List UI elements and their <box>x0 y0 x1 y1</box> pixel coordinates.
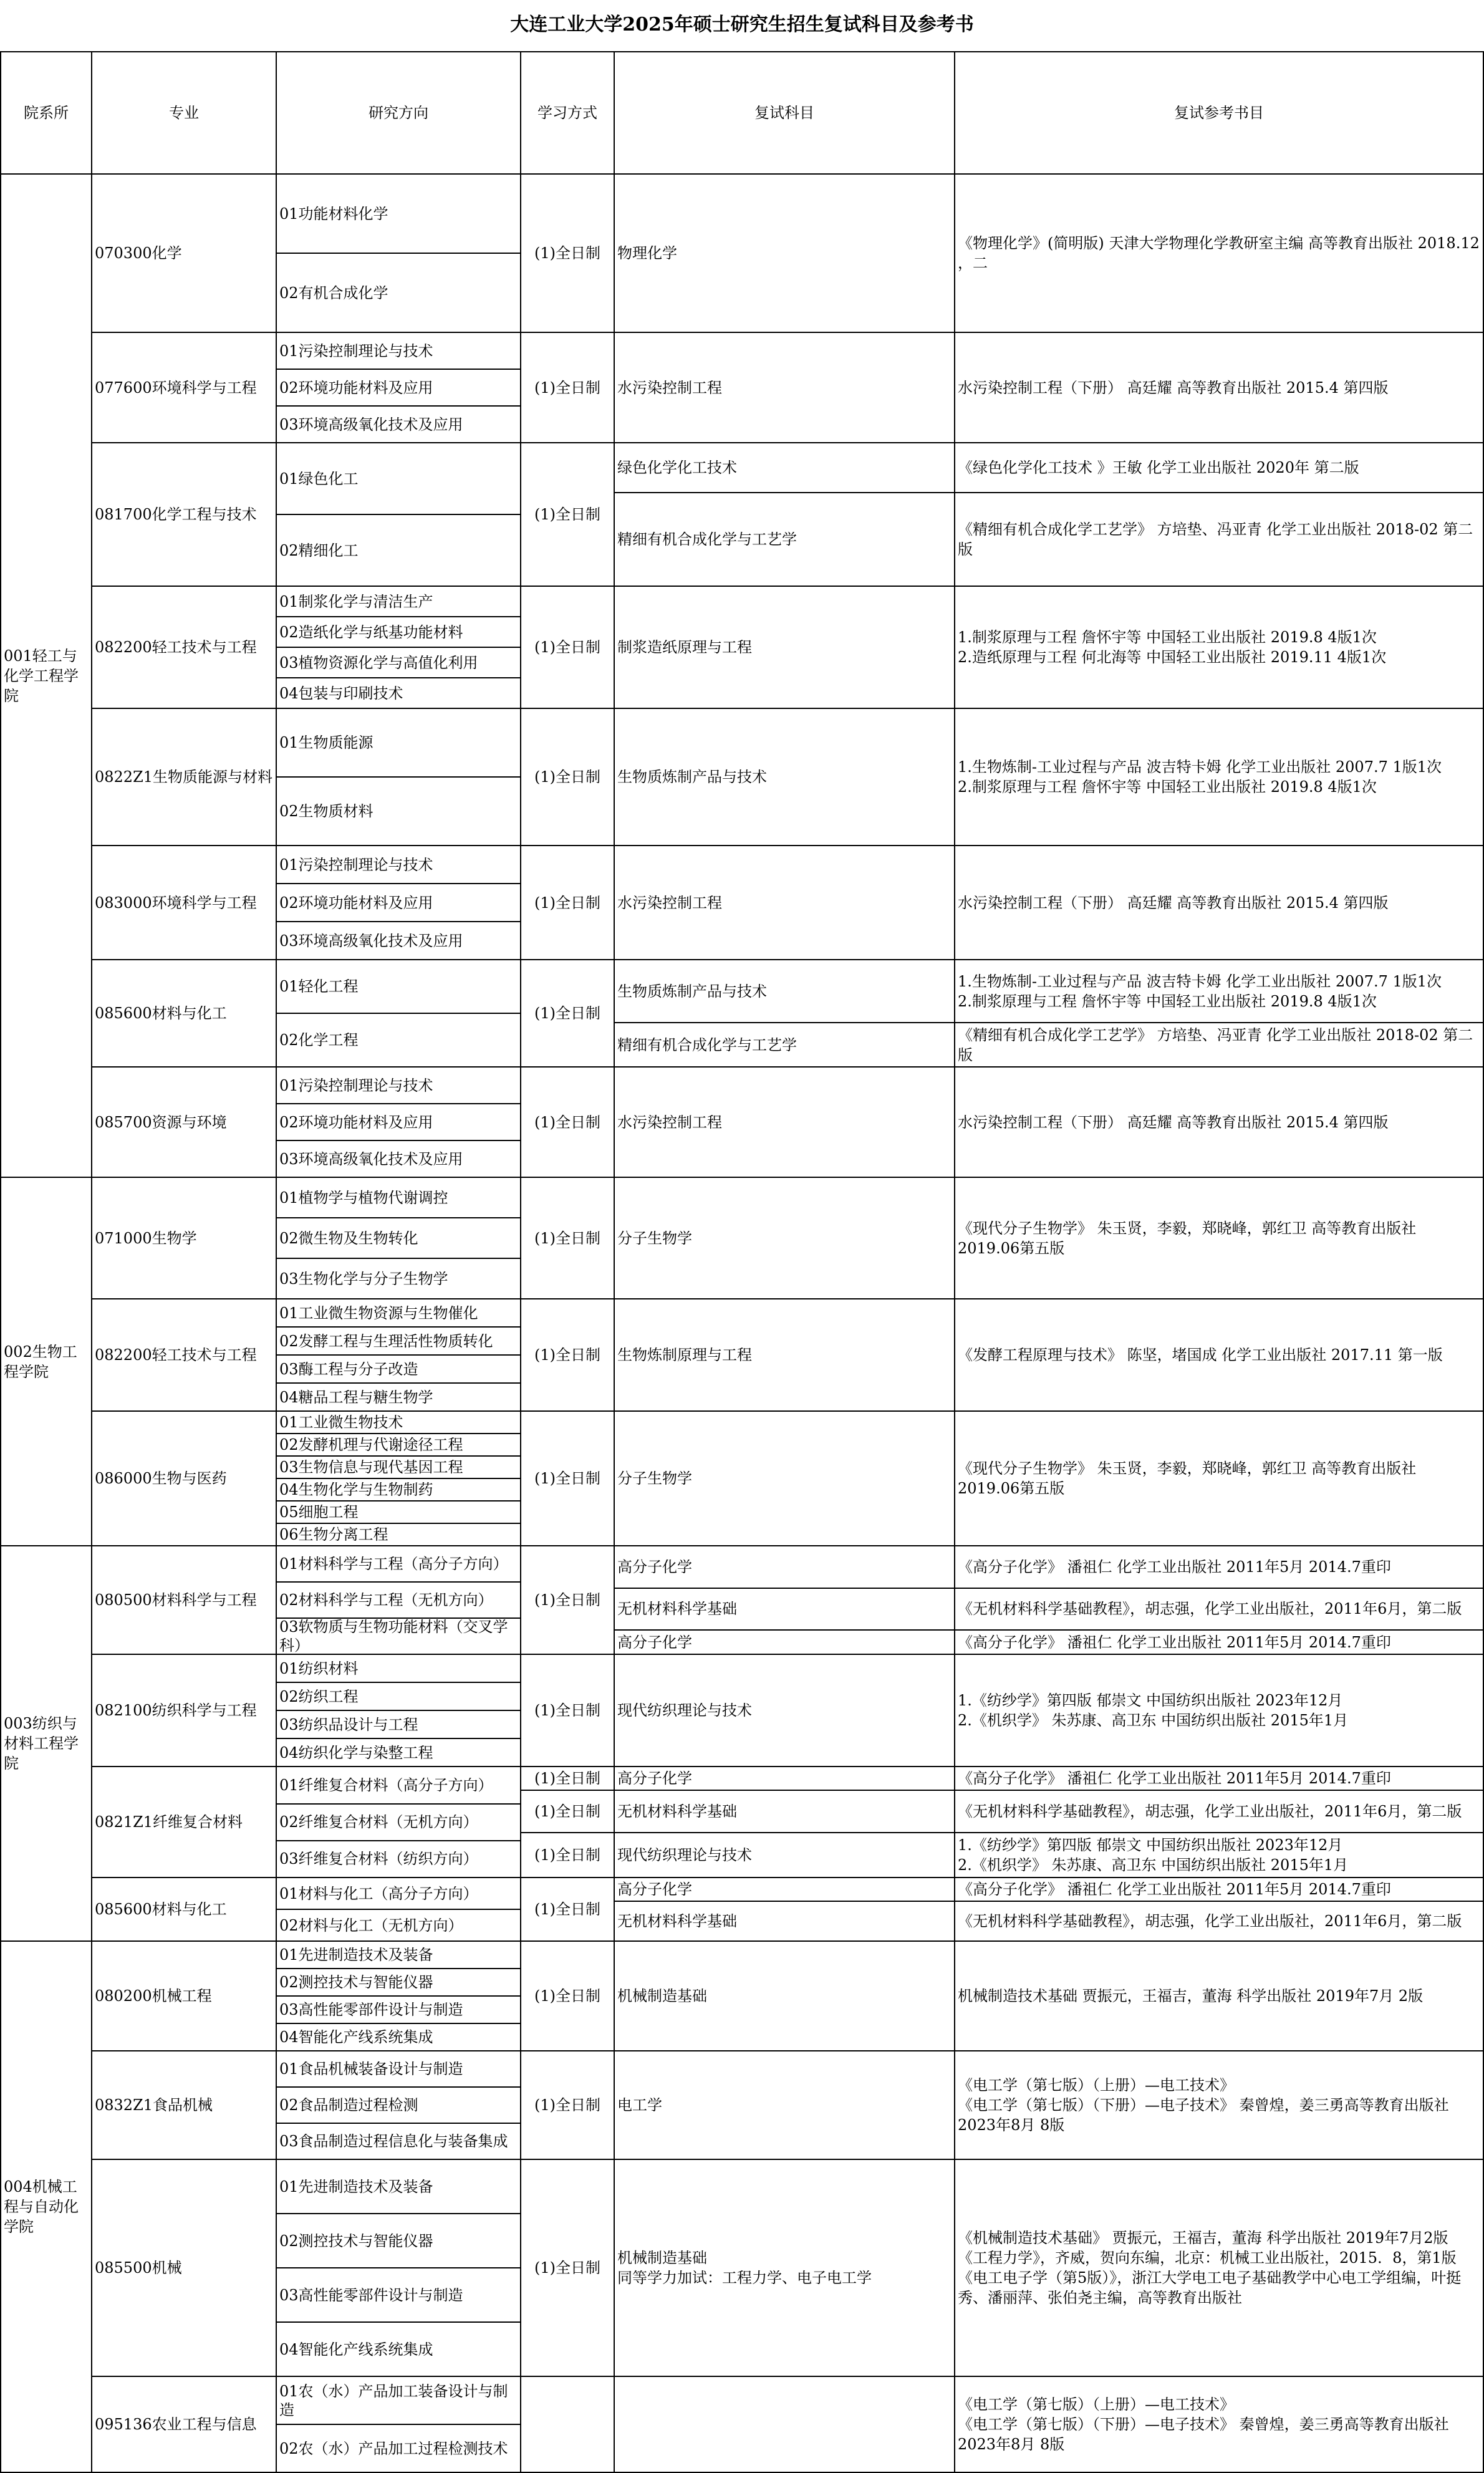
books-cell <box>955 1630 1483 1654</box>
header-subject: 复试科目 <box>614 52 955 174</box>
book-line: 2.制浆原理与工程 詹怀宇等 中国轻工业出版社 2019.8 4版1次 <box>958 778 1377 796</box>
direction-cell <box>276 708 521 846</box>
subject-cell: 水污染控制工程 <box>614 1067 955 1177</box>
major-cell: 077600环境科学与工程 <box>92 332 276 443</box>
mode-cell: (1)全日制 <box>521 1833 614 1878</box>
book-line: 1.《纺纱学》第四版 郁崇文 中国纺织出版社 2023年12月 <box>958 1836 1343 1854</box>
direction-list <box>277 443 520 586</box>
book-line: 1.生物炼制-工业过程与产品 波吉特卡姆 化学工业出版社 2007.7 1版1次 <box>958 758 1442 776</box>
direction-item: 01纤维复合材料（高分子方向） <box>277 1768 520 1805</box>
table-row <box>1 1177 1483 1299</box>
book-line: 《高分子化学》 潘祖仁 化学工业出版社 2011年5月 2014.7重印 <box>958 1633 1391 1651</box>
direction-list <box>277 1068 520 1177</box>
direction-item: 02微生物及生物转化 <box>277 1218 520 1259</box>
direction-item: 02造纸化学与纸基功能材料 <box>277 617 520 648</box>
direction-cell <box>276 1878 521 1941</box>
direction-item: 02环境功能材料及应用 <box>277 884 520 922</box>
major-cell: 085500机械 <box>92 2159 276 2376</box>
books-cell <box>955 1588 1483 1631</box>
direction-item: 01污染控制理论与技术 <box>277 1068 520 1104</box>
books-cell <box>955 332 1483 443</box>
direction-cell <box>276 443 521 586</box>
book-line: 《电工学（第七版）（上册）—电工技术》 <box>958 2396 1235 2413</box>
book-line: 《现代分子生物学》 朱玉贤，李毅，郑晓峰，郭红卫 高等教育出版社 2019.06第五版 <box>958 1460 1417 1497</box>
major-cell: 080200机械工程 <box>92 1941 276 2051</box>
books-cell <box>955 708 1483 846</box>
direction-item: 03环境高级氧化技术及应用 <box>279 1150 463 1168</box>
major-cell: 0821Z1纤维复合材料 <box>92 1767 276 1878</box>
mode-cell: (1)全日制 <box>521 586 614 708</box>
direction-item: 04纺织化学与染整工程 <box>279 1743 433 1762</box>
mode-cell: (1)全日制 <box>521 1546 614 1654</box>
direction-list <box>277 1546 520 1654</box>
book-line: 2.制浆原理与工程 詹怀宇等 中国轻工业出版社 2019.8 4版1次 <box>958 992 1377 1010</box>
mode-cell: (1)全日制 <box>521 2159 614 2376</box>
direction-cell <box>276 586 521 708</box>
book-line: 1.《纺纱学》第四版 郁崇文 中国纺织出版社 2023年12月 <box>958 1692 1343 1709</box>
direction-cell <box>276 1411 521 1546</box>
mode-cell: (1)全日制 <box>521 174 614 332</box>
direction-cell <box>276 2159 521 2376</box>
mode-cell: (1)全日制 <box>521 1299 614 1411</box>
direction-list <box>277 2160 520 2376</box>
direction-item: 03生物信息与现代基因工程 <box>277 1457 520 1479</box>
dept-cell: 003纺织与材料工程学院 <box>1 1546 92 1941</box>
mode-cell: (1)全日制 <box>521 443 614 586</box>
subject-cell: 物理化学 <box>614 174 955 332</box>
direction-list <box>277 175 520 332</box>
book-line: 2.造纸原理与工程 何北海等 中国轻工业出版社 2019.11 4版1次 <box>958 648 1387 666</box>
books-cell <box>955 2159 1483 2376</box>
subject-cell: 现代纺织理论与技术 <box>614 1654 955 1767</box>
book-line: 1.制浆原理与工程 詹怀宇等 中国轻工业出版社 2019.8 4版1次 <box>958 629 1377 646</box>
direction-list <box>277 1412 520 1545</box>
direction-list <box>277 846 520 959</box>
books-cell <box>955 1833 1483 1878</box>
subject-cell: 制浆造纸原理与工程 <box>614 586 955 708</box>
subject-cell: 无机材料科学基础 <box>614 1790 955 1833</box>
major-cell: 080500材料科学与工程 <box>92 1546 276 1654</box>
direction-item: 03高性能零部件设计与制造 <box>277 2268 520 2323</box>
table-row <box>1 2159 1483 2376</box>
direction-item: 02环境功能材料及应用 <box>277 1104 520 1141</box>
book-line: 《高分子化学》 潘祖仁 化学工业出版社 2011年5月 2014.7重印 <box>958 1558 1391 1576</box>
direction-cell <box>276 1767 521 1878</box>
book-line: 《无机材料科学基础教程》，胡志强，化学工业出版社，2011年6月，第二版 <box>958 1803 1462 1820</box>
direction-list <box>277 1942 520 2050</box>
direction-list <box>277 333 520 442</box>
direction-item: 02纤维复合材料（无机方向） <box>277 1805 520 1841</box>
header-books: 复试参考书目 <box>955 52 1483 174</box>
direction-item: 01材料与化工（高分子方向） <box>277 1878 520 1910</box>
direction-cell <box>276 1941 521 2051</box>
books-cell <box>955 2376 1483 2472</box>
book-line: 《现代分子生物学》 朱玉贤，李毅，郑晓峰，郭红卫 高等教育出版社 2019.06第五版 <box>958 1219 1417 1257</box>
books-cell <box>955 1411 1483 1546</box>
header-mode: 学习方式 <box>521 52 614 174</box>
direction-cell <box>276 2051 521 2159</box>
direction-item: 01材料科学与工程（高分子方向） <box>277 1546 520 1583</box>
major-cell: 085600材料与化工 <box>92 1878 276 1941</box>
books-cell <box>955 1941 1483 2051</box>
direction-item: 03食品制造过程信息化与装备集成 <box>279 2133 508 2150</box>
direction-item: 01食品机械装备设计与制造 <box>277 2051 520 2088</box>
major-cell: 085700资源与环境 <box>92 1067 276 1177</box>
table-row <box>1 2051 1483 2159</box>
book-line: 《工程力学》，齐威，贺向东编，北京：机械工业出版社，2015．8，第1版 <box>958 2249 1457 2267</box>
direction-list <box>277 709 520 845</box>
dept-cell: 002生物工程学院 <box>1 1177 92 1546</box>
direction-item: 02农（水）产品加工过程检测技术 <box>279 2439 508 2457</box>
books-cell <box>955 1177 1483 1299</box>
major-cell: 095136农业工程与信息 <box>92 2376 276 2472</box>
table-row <box>1 1067 1483 1177</box>
mode-cell: (1)全日制 <box>521 960 614 1067</box>
major-cell: 086000生物与医药 <box>92 1411 276 1546</box>
mode-cell: (1)全日制 <box>521 1177 614 1299</box>
table-row <box>1 1299 1483 1411</box>
book-line: 《电工电子学（第5版）》，浙江大学电工电子基础教学中心电工学组编，叶挺秀、潘丽萍、张伯尧主编，高等教育出版社 <box>958 2269 1462 2307</box>
book-line: 2.《机织学》 朱苏康、高卫东 中国纺织出版社 2015年1月 <box>958 1856 1349 1874</box>
book-line: 机械制造技术基础 贾振元，王福吉，董海 科学出版社 2019年7月 2版 <box>958 1987 1424 2005</box>
major-cell: 0832Z1食品机械 <box>92 2051 276 2159</box>
direction-item: 03酶工程与分子改造 <box>277 1356 520 1384</box>
direction-item: 06生物分离工程 <box>279 1526 388 1543</box>
books-cell <box>955 960 1483 1023</box>
mode-cell: (1)全日制 <box>521 2051 614 2159</box>
mode-cell: (1)全日制 <box>521 1878 614 1941</box>
direction-item: 01先进制造技术及装备 <box>277 2160 520 2214</box>
direction-cell <box>276 846 521 960</box>
direction-item: 02材料科学与工程（无机方向） <box>277 1583 520 1619</box>
book-line: 《电工学（第七版）（下册）—电子技术》 秦曾煌，姜三勇高等教育出版社 2023年8月 8版 <box>958 2096 1449 2134</box>
subject-cell: 生物炼制原理与工程 <box>614 1299 955 1411</box>
direction-item: 01植物学与植物代谢调控 <box>277 1178 520 1218</box>
direction-item: 01工业微生物技术 <box>277 1412 520 1434</box>
subject-cell: 分子生物学 <box>614 1411 955 1546</box>
book-line: 《精细有机合成化学工艺学》 方培垫、冯亚青 化学工业出版社 2018-02 第二版 <box>958 520 1473 558</box>
direction-list <box>277 2051 520 2159</box>
major-cell: 081700化学工程与技术 <box>92 443 276 586</box>
direction-item: 04包装与印刷技术 <box>279 684 403 702</box>
subject-cell: 机械制造基础 <box>614 1941 955 2051</box>
direction-item: 01绿色化工 <box>277 443 520 515</box>
header-direction: 研究方向 <box>276 52 521 174</box>
book-line: 《高分子化学》 潘祖仁 化学工业出版社 2011年5月 2014.7重印 <box>958 1881 1391 1898</box>
table-row <box>1 332 1483 443</box>
direction-item: 03软物质与生物功能材料（交叉学科） <box>279 1618 508 1654</box>
subject-cell: 分子生物学 <box>614 1177 955 1299</box>
major-cell: 082200轻工技术与工程 <box>92 1299 276 1411</box>
direction-cell <box>276 1067 521 1177</box>
direction-item: 03植物资源化学与高值化利用 <box>277 648 520 678</box>
direction-item: 01工业微生物资源与生物催化 <box>277 1299 520 1328</box>
direction-item: 01生物质能源 <box>277 709 520 778</box>
major-cell: 0822Z1生物质能源与材料 <box>92 708 276 846</box>
direction-list <box>277 2377 520 2472</box>
book-line: 《机械制造技术基础》 贾振元，王福吉，董海 科学出版社 2019年7月2版 <box>958 2229 1448 2247</box>
direction-list <box>277 1178 520 1298</box>
direction-list <box>277 1655 520 1766</box>
direction-item: 01农（水）产品加工装备设计与制造 <box>277 2377 520 2425</box>
direction-list <box>277 960 520 1066</box>
direction-item: 04智能化产线系统集成 <box>279 2340 433 2358</box>
direction-item: 03生物化学与分子生物学 <box>279 1270 448 1288</box>
mode-cell: (1)全日制 <box>521 1767 614 1790</box>
direction-cell <box>276 2376 521 2472</box>
direction-cell <box>276 1299 521 1411</box>
subject-cell: 生物质炼制产品与技术 <box>614 960 955 1023</box>
direction-list <box>277 587 520 708</box>
book-line: 2.《机织学》 朱苏康、高卫东 中国纺织出版社 2015年1月 <box>958 1712 1349 1729</box>
subject-cell: 精细有机合成化学与工艺学 <box>614 493 955 586</box>
mode-cell <box>521 2376 614 2472</box>
subject-cell: 精细有机合成化学与工艺学 <box>614 1023 955 1067</box>
books-cell <box>955 493 1483 586</box>
subject-cell: 水污染控制工程 <box>614 332 955 443</box>
direction-item: 01功能材料化学 <box>277 175 520 254</box>
direction-item: 02环境功能材料及应用 <box>277 370 520 407</box>
subject-cell: 现代纺织理论与技术 <box>614 1833 955 1878</box>
major-cell: 082200轻工技术与工程 <box>92 586 276 708</box>
direction-cell <box>276 1546 521 1654</box>
table-row <box>1 708 1483 846</box>
book-line: 《精细有机合成化学工艺学》 方培垫、冯亚青 化学工业出版社 2018-02 第二版 <box>958 1026 1473 1064</box>
direction-item: 01污染控制理论与技术 <box>277 333 520 370</box>
direction-item: 03高性能零部件设计与制造 <box>277 1997 520 2024</box>
major-cell: 071000生物学 <box>92 1177 276 1299</box>
book-line: 水污染控制工程（下册） 高廷耀 高等教育出版社 2015.4 第四版 <box>958 378 1389 397</box>
mode-cell: (1)全日制 <box>521 1067 614 1177</box>
direction-item: 04糖品工程与糖生物学 <box>279 1388 433 1406</box>
mode-cell: (1)全日制 <box>521 708 614 846</box>
table-row <box>1 1411 1483 1546</box>
book-line: 《无机材料科学基础教程》，胡志强，化学工业出版社，2011年6月，第二版 <box>958 1600 1462 1618</box>
direction-item: 02化学工程 <box>279 1031 359 1049</box>
direction-item: 04智能化产线系统集成 <box>279 2028 433 2046</box>
direction-item: 03纺织品设计与工程 <box>277 1711 520 1739</box>
mode-cell: (1)全日制 <box>521 1654 614 1767</box>
subject-cell <box>614 2376 955 2472</box>
table-row <box>1 1546 1483 1588</box>
books-cell <box>955 1299 1483 1411</box>
major-cell: 070300化学 <box>92 174 276 332</box>
subject-cell: 高分子化学 <box>614 1878 955 1901</box>
books-cell <box>955 1901 1483 1941</box>
table-row <box>1 1654 1483 1767</box>
books-cell <box>955 846 1483 960</box>
table-row <box>1 174 1483 332</box>
books-cell <box>955 443 1483 493</box>
table-row <box>1 2376 1483 2472</box>
direction-list <box>277 1878 520 1940</box>
major-cell: 082100纺织科学与工程 <box>92 1654 276 1767</box>
direction-list <box>277 1299 520 1410</box>
mode-cell: (1)全日制 <box>521 846 614 960</box>
books-cell <box>955 586 1483 708</box>
books-cell <box>955 1023 1483 1067</box>
header-dept: 院系所 <box>1 52 92 174</box>
mode-cell: (1)全日制 <box>521 1790 614 1833</box>
major-cell: 083000环境科学与工程 <box>92 846 276 960</box>
subject-cell: 无机材料科学基础 <box>614 1901 955 1941</box>
direction-item: 02纺织工程 <box>277 1683 520 1711</box>
direction-cell <box>276 1654 521 1767</box>
direction-cell <box>276 1177 521 1299</box>
book-line: 水污染控制工程（下册） 高廷耀 高等教育出版社 2015.4 第四版 <box>958 1113 1389 1131</box>
page-title: 大连工业大学2025年硕士研究生招生复试科目及参考书 <box>510 14 974 36</box>
subject-cell: 机械制造基础 同等学力加试：工程力学、电子电工学 <box>614 2159 955 2376</box>
direction-item: 02发酵机理与代谢途径工程 <box>277 1434 520 1457</box>
direction-item: 01污染控制理论与技术 <box>277 846 520 884</box>
direction-item: 02食品制造过程检测 <box>277 2088 520 2124</box>
subject-cell: 水污染控制工程 <box>614 846 955 960</box>
books-cell <box>955 1878 1483 1901</box>
books-cell <box>955 1546 1483 1588</box>
table-row <box>1 1878 1483 1901</box>
book-line: 《高分子化学》 潘祖仁 化学工业出版社 2011年5月 2014.7重印 <box>958 1770 1391 1787</box>
books-cell <box>955 1790 1483 1833</box>
direction-item: 03纤维复合材料（纺织方向） <box>279 1850 478 1868</box>
direction-item: 01轻化工程 <box>277 960 520 1014</box>
direction-item: 02有机合成化学 <box>279 284 388 302</box>
book-line: 《绿色化学化工技术 》王敏 化学工业出版社 2020年 第二版 <box>958 458 1359 476</box>
direction-item: 03环境高级氧化技术及应用 <box>279 932 463 950</box>
direction-item: 05细胞工程 <box>277 1502 520 1524</box>
mode-cell: (1)全日制 <box>521 1411 614 1546</box>
subject-cell: 无机材料科学基础 <box>614 1588 955 1631</box>
direction-cell <box>276 960 521 1067</box>
direction-item: 03环境高级氧化技术及应用 <box>279 415 463 433</box>
books-cell <box>955 174 1483 332</box>
direction-item: 02精细化工 <box>279 541 359 559</box>
direction-item: 02生物质材料 <box>279 803 373 820</box>
table-header-row <box>1 52 1483 174</box>
table-row <box>1 1767 1483 1790</box>
book-line: 《无机材料科学基础教程》，胡志强，化学工业出版社，2011年6月，第二版 <box>958 1912 1462 1930</box>
books-cell <box>955 2051 1483 2159</box>
header-major: 专业 <box>92 52 276 174</box>
subject-cell: 电工学 <box>614 2051 955 2159</box>
table-row <box>1 846 1483 960</box>
subject-cell: 绿色化学化工技术 <box>614 443 955 493</box>
major-cell: 085600材料与化工 <box>92 960 276 1067</box>
book-line: 水污染控制工程（下册） 高廷耀 高等教育出版社 2015.4 第四版 <box>958 894 1389 912</box>
book-line: 1.生物炼制-工业过程与产品 波吉特卡姆 化学工业出版社 2007.7 1版1次 <box>958 972 1442 990</box>
direction-item: 02发酵工程与生理活性物质转化 <box>277 1328 520 1356</box>
exam-table <box>0 51 1484 2473</box>
table-row <box>1 960 1483 1023</box>
direction-list <box>277 1768 520 1877</box>
direction-cell <box>276 332 521 443</box>
direction-item: 01先进制造技术及装备 <box>277 1942 520 1969</box>
direction-cell <box>276 174 521 332</box>
subject-cell: 高分子化学 <box>614 1546 955 1588</box>
subject-cell: 生物质炼制产品与技术 <box>614 708 955 846</box>
direction-item: 02测控技术与智能仪器 <box>277 2214 520 2268</box>
book-line: 《发酵工程原理与技术》 陈坚，堵国成 化学工业出版社 2017.11 第一版 <box>958 1346 1443 1364</box>
book-line: 《物理化学》(简明版) 天津大学物理化学教研室主编 高等教育出版社 2018.12 ，二 <box>958 234 1480 272</box>
books-cell <box>955 1067 1483 1177</box>
subject-cell: 高分子化学 <box>614 1630 955 1654</box>
mode-cell: (1)全日制 <box>521 332 614 443</box>
dept-cell: 004机械工程与自动化学院 <box>1 1941 92 2472</box>
direction-item: 02材料与化工（无机方向） <box>279 1916 463 1934</box>
books-cell <box>955 1654 1483 1767</box>
books-cell <box>955 1767 1483 1790</box>
table-row <box>1 443 1483 493</box>
table-row <box>1 1941 1483 2051</box>
book-line: 《电工学（第七版）（下册）—电子技术》 秦曾煌，姜三勇高等教育出版社 2023年8月 8版 <box>958 2416 1449 2453</box>
subject-cell: 高分子化学 <box>614 1767 955 1790</box>
book-line: 《电工学（第七版）（上册）—电工技术》 <box>958 2076 1235 2094</box>
direction-item: 01制浆化学与清洁生产 <box>277 587 520 617</box>
direction-item: 02测控技术与智能仪器 <box>277 1969 520 1997</box>
dept-cell: 001轻工与化学工程学院 <box>1 174 92 1177</box>
table-row <box>1 586 1483 708</box>
mode-cell: (1)全日制 <box>521 1941 614 2051</box>
direction-item: 04生物化学与生物制药 <box>277 1479 520 1502</box>
direction-item: 01纺织材料 <box>277 1655 520 1683</box>
